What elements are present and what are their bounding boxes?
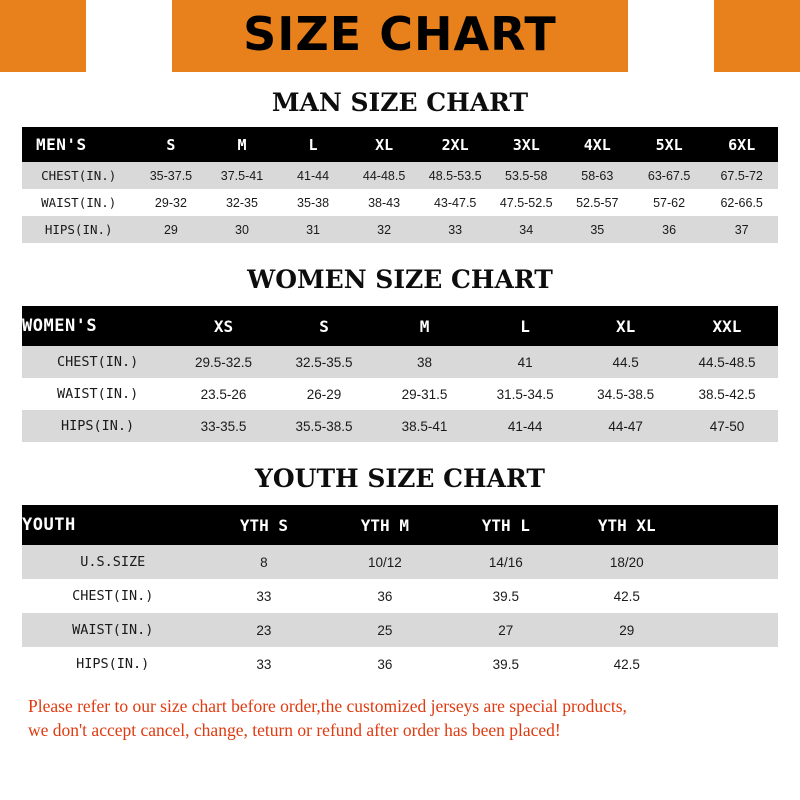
women-header-xl: XL: [616, 316, 636, 336]
banner: [0, 0, 800, 72]
banner-white-stripe-right: [628, 0, 714, 72]
women-waist-xl: 34.5-38.5: [597, 386, 655, 402]
women-chest-l: 41: [517, 354, 533, 370]
man-header-label: MEN'S: [36, 135, 87, 154]
women-size-table: [22, 306, 778, 442]
man-waist-3xl: 47.5-52.5: [499, 195, 553, 210]
youth-header-s: YTH S: [239, 515, 288, 535]
man-hips-l: 31: [306, 222, 320, 237]
youth-chest-s: 33: [256, 588, 272, 604]
women-chest-s: 32.5-35.5: [295, 354, 353, 370]
man-chest-3xl: 53.5-58: [505, 168, 548, 183]
man-waist-l: 35-38: [297, 195, 330, 210]
women-row-hips-label: HIPS(IN.): [61, 418, 135, 434]
youth-row-ussize-label: U.S.SIZE: [80, 554, 146, 570]
women-header-s: S: [319, 316, 329, 336]
youth-header-label: YOUTH: [22, 515, 76, 535]
youth-row-waist-label: WAIST(IN.): [72, 622, 154, 638]
order-policy-note-line2: we don't accept cancel, change, teturn or refund after order has been placed!: [28, 719, 561, 740]
man-hips-5xl: 36: [662, 222, 677, 237]
man-section-title: MAN SIZE CHART: [271, 88, 529, 117]
page-title: SIZE CHART: [243, 7, 557, 61]
table-row: [22, 216, 778, 243]
man-header-6xl: 6XL: [728, 135, 756, 154]
man-hips-2xl: 33: [448, 222, 463, 237]
man-header-l: L: [308, 135, 318, 154]
content: [0, 72, 800, 800]
women-waist-xs: 23.5-26: [200, 386, 247, 402]
man-header-3xl: 3XL: [512, 135, 540, 154]
youth-waist-spacer: [687, 613, 778, 647]
man-waist-m: 32-35: [225, 195, 258, 210]
banner-title-wrap: [243, 7, 557, 61]
banner-white-stripe-left: [86, 0, 172, 72]
man-hips-6xl: 37: [734, 222, 749, 237]
man-row-chest-label: CHEST(IN.): [41, 168, 117, 183]
women-chest-m: 38: [417, 354, 433, 370]
women-section-title: WOMEN SIZE CHART: [247, 265, 553, 294]
youth-hips-s: 33: [256, 656, 272, 672]
table-row: [22, 378, 778, 410]
women-header-label: WOMEN'S: [22, 316, 98, 336]
youth-chest-spacer: [687, 579, 778, 613]
man-chest-5xl: 63-67.5: [647, 168, 691, 183]
table-row: [22, 545, 778, 579]
man-header-5xl: 5XL: [655, 135, 683, 154]
man-chest-m: 37.5-41: [220, 168, 264, 183]
order-policy-note-line1: Please refer to our size chart before order,the customized jerseys are special products,: [28, 696, 627, 716]
women-row-chest-label: CHEST(IN.): [56, 354, 139, 370]
women-waist-m: 29-31.5: [401, 386, 448, 402]
man-waist-6xl: 62-66.5: [720, 195, 763, 210]
women-chest-xs: 29.5-32.5: [194, 354, 252, 370]
women-hips-s: 35.5-38.5: [295, 418, 353, 434]
women-header-m: M: [419, 316, 430, 336]
man-header-s: S: [166, 135, 176, 154]
youth-ussize-m: 10/12: [367, 554, 402, 570]
women-chest-xl: 44.5: [612, 354, 639, 370]
man-waist-2xl: 43-47.5: [433, 195, 477, 210]
man-header-m: M: [237, 135, 247, 154]
youth-row-chest-label: CHEST(IN.): [72, 588, 154, 604]
man-header-2xl: 2XL: [441, 135, 469, 154]
youth-ussize-l: 14/16: [488, 554, 523, 570]
man-hips-3xl: 34: [519, 222, 534, 237]
youth-chest-l: 39.5: [492, 588, 519, 604]
man-header-xl: XL: [375, 135, 394, 154]
table-row: [22, 410, 778, 442]
youth-hips-xl: 42.5: [613, 656, 640, 672]
youth-hips-l: 39.5: [492, 656, 519, 672]
youth-ussize-s: 8: [260, 554, 268, 570]
man-waist-xl: 38-43: [368, 195, 401, 210]
man-hips-4xl: 35: [590, 222, 605, 237]
man-size-table: [22, 127, 778, 243]
youth-waist-m: 25: [377, 622, 393, 638]
women-hips-l: 41-44: [507, 418, 543, 434]
table-row: [22, 647, 778, 681]
youth-header-spacer: [687, 505, 778, 545]
man-hips-s: 29: [163, 222, 178, 237]
youth-waist-l: 27: [498, 622, 514, 638]
youth-header-xl: YTH XL: [597, 515, 656, 535]
man-hips-xl: 32: [377, 222, 392, 237]
women-chest-xxl: 44.5-48.5: [698, 354, 756, 370]
youth-row-hips-label: HIPS(IN.): [76, 656, 150, 672]
youth-hips-m: 36: [377, 656, 393, 672]
women-header-xs: XS: [213, 316, 234, 336]
table-row: [22, 189, 778, 216]
man-hips-m: 30: [235, 222, 249, 237]
man-chest-4xl: 58-63: [581, 168, 614, 183]
women-waist-l: 31.5-34.5: [496, 386, 554, 402]
man-waist-s: 29-32: [154, 195, 187, 210]
youth-table-header-row: [22, 505, 778, 545]
youth-size-table: [22, 505, 778, 681]
women-waist-s: 26-29: [306, 386, 342, 402]
youth-chest-xl: 42.5: [613, 588, 640, 604]
man-chest-l: 41-44: [297, 168, 330, 183]
youth-ussize-xl: 18/20: [609, 554, 644, 570]
man-waist-4xl: 52.5-57: [576, 195, 619, 210]
table-row: [22, 346, 778, 378]
youth-waist-s: 23: [256, 622, 272, 638]
table-row: [22, 579, 778, 613]
women-waist-xxl: 38.5-42.5: [698, 386, 756, 402]
youth-waist-xl: 29: [619, 622, 635, 638]
youth-hips-spacer: [687, 647, 778, 681]
man-header-4xl: 4XL: [583, 135, 611, 154]
order-policy-note: [22, 695, 778, 748]
youth-section-title: YOUTH SIZE CHART: [255, 464, 545, 493]
women-header-xxl: XXL: [712, 316, 742, 336]
man-chest-2xl: 48.5-53.5: [428, 168, 482, 183]
women-hips-xxl: 47-50: [709, 418, 745, 434]
women-hips-xl: 44-47: [608, 418, 643, 434]
table-row: [22, 162, 778, 189]
youth-header-l: YTH L: [481, 515, 530, 535]
man-chest-6xl: 67.5-72: [720, 168, 763, 183]
youth-ussize-spacer: [687, 545, 778, 579]
women-hips-m: 38.5-41: [401, 418, 448, 434]
man-table-header-row: [22, 127, 778, 162]
man-waist-5xl: 57-62: [653, 195, 686, 210]
women-hips-xs: 33-35.5: [200, 418, 247, 434]
women-table-header-row: [22, 306, 778, 346]
man-row-waist-label: WAIST(IN.): [41, 195, 117, 210]
man-chest-s: 35-37.5: [149, 168, 193, 183]
youth-chest-m: 36: [377, 588, 393, 604]
table-row: [22, 613, 778, 647]
man-chest-xl: 44-48.5: [362, 168, 406, 183]
women-header-l: L: [520, 316, 530, 336]
women-row-waist-label: WAIST(IN.): [56, 386, 139, 402]
youth-header-m: YTH M: [360, 515, 409, 535]
man-row-hips-label: HIPS(IN.): [44, 222, 113, 237]
